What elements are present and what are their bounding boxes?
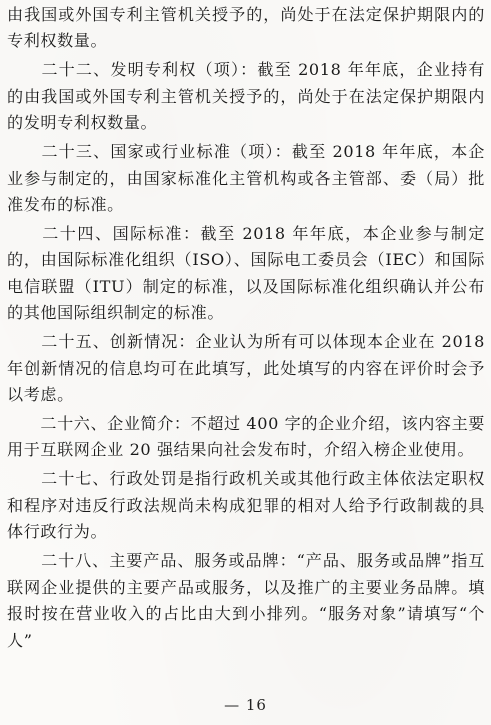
paragraph-item-22: 二十二、发明专利权（项）：截至 2018 年年底，企业持有的由我国或外国专利主管机关授予的，尚处于在法定保护期限内的发明专利权数量。 <box>7 60 485 133</box>
paragraph-item-24: 二十四、国际标准：截至 2018 年年底，本企业参与制定的，由国际标准化组织（ISO）、国际电工委员会（IEC）和国际电信联盟（ITU）制定的标准，以及国际标准化组织确认并公布的其他国际组织制定的标准。 <box>7 224 485 323</box>
page-number: — 16 <box>224 696 267 714</box>
paragraph-item-27: 二十七、行政处罚是指行政机关或其他行政主体依法定职权和程序对违反行政法规尚未构成犯罪的相对人给予行政制裁的具体行政行为。 <box>7 469 485 542</box>
paragraph-continuation: 由我国或外国专利主管机关授予的，尚处于在法定保护期限内的专利权数量。 <box>7 5 485 51</box>
paragraph-item-26: 二十六、企业简介：不超过 400 字的企业介绍，该内容主要用于互联网企业 20 强结果向社会发布时，介绍入榜企业使用。 <box>7 414 485 460</box>
document-body <box>7 2 485 654</box>
paragraph-item-23: 二十三、国家或行业标准（项）：截至 2018 年年底，本企业参与制定的，由国家标准化主管机构或各主管部、委（局）批准发布的标准。 <box>7 142 485 215</box>
paragraph-item-25: 二十五、创新情况：企业认为所有可以体现本企业在 2018 年创新情况的信息均可在此填写，此处填写的内容在评价时会予以考虑。 <box>7 332 485 405</box>
paragraph-item-28: 二十八、主要产品、服务或品牌：“产品、服务或品牌”指互联网企业提供的主要产品或服务，以及推广的主要业务品牌。填报时按在营业收入的占比由大到小排列。“服务对象”请填写“个人” <box>7 551 485 650</box>
